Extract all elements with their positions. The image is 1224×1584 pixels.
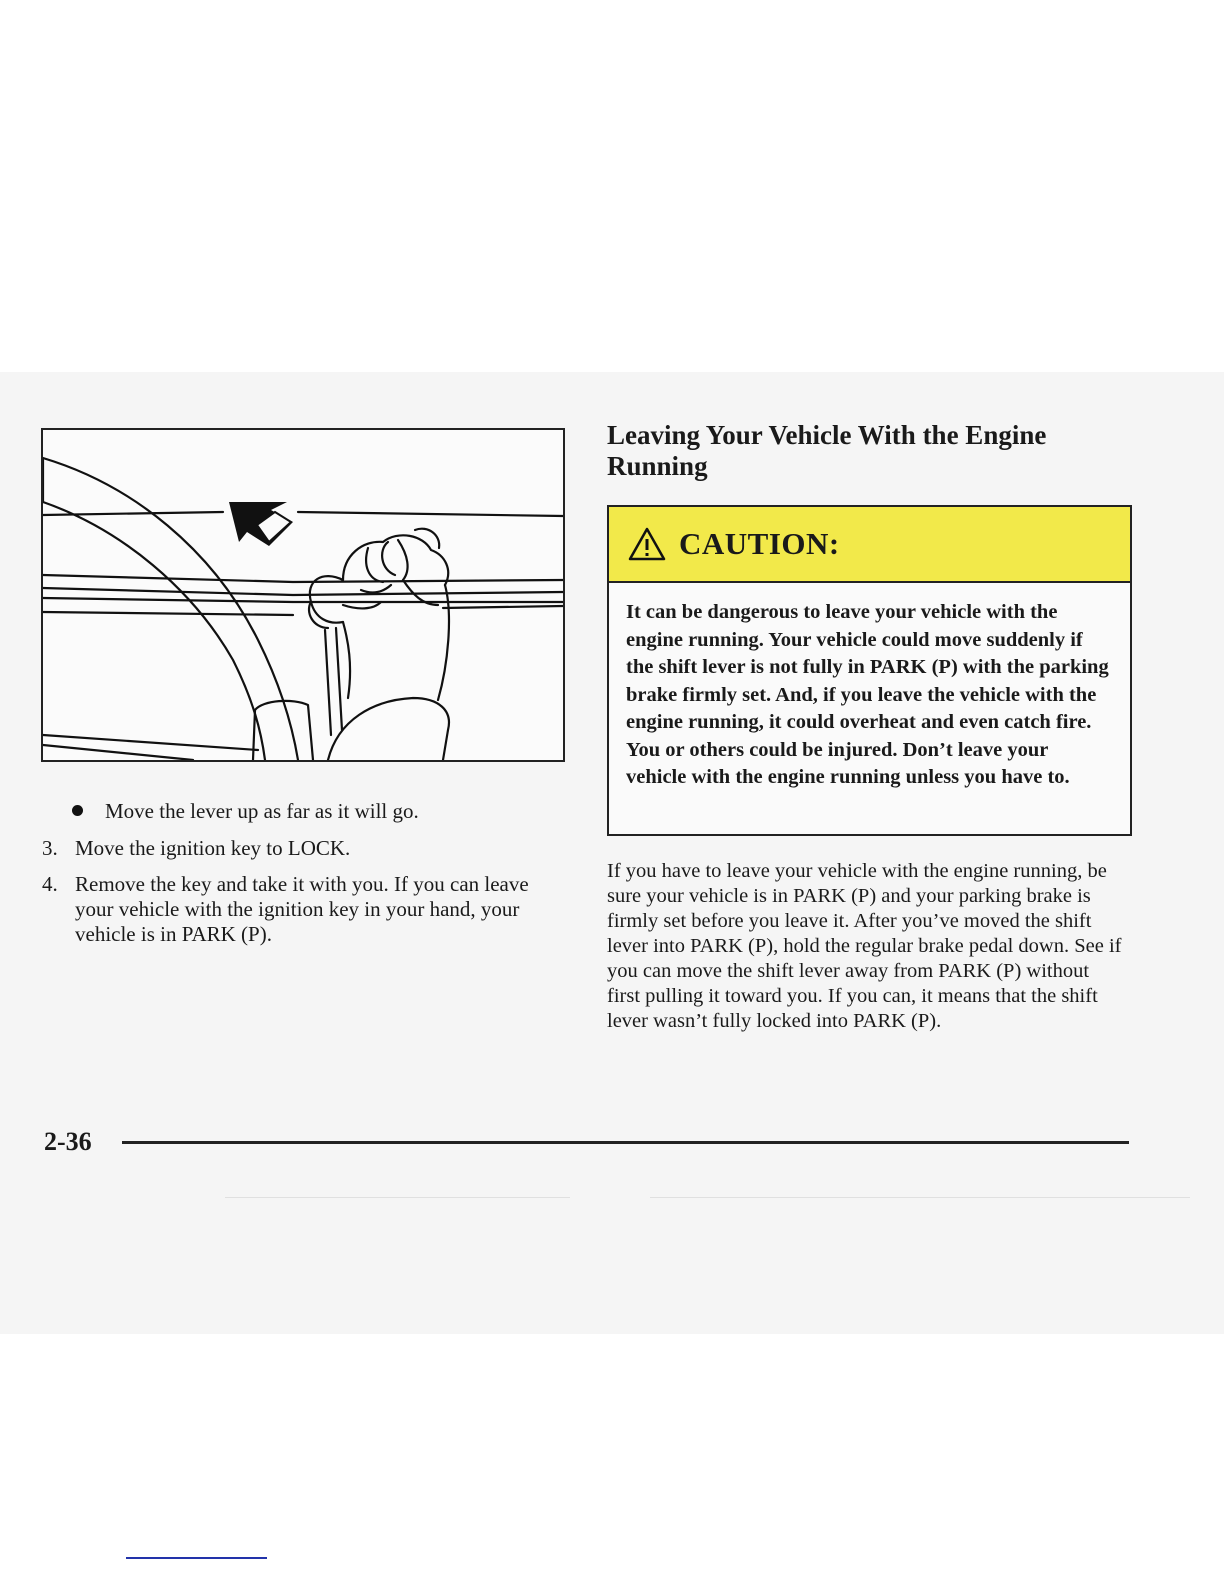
page-number: 2-36	[44, 1127, 92, 1156]
caution-header	[609, 507, 1130, 583]
section-title: Leaving Your Vehicle With the Engine Running	[607, 420, 1047, 481]
step-number: 3.	[42, 836, 58, 860]
scan-artifact-line	[650, 1197, 1190, 1198]
step-number: 4.	[42, 872, 58, 896]
warning-triangle-icon	[627, 526, 667, 562]
body-paragraph: If you have to leave your vehicle with the engine running, be sure your vehicle is in PARK (P) and your parking brake is firmly set before you leave it. After you’ve moved the shift lever into PARK (P), hold the regular brake pedal down. See if you can move the shift lever away from PARK (P) without first pulling it toward you. If you can, it means that the shift lever wasn’t fully locked into PARK (P).	[607, 860, 1122, 1032]
step-item-4	[42, 872, 532, 947]
caution-label: CAUTION:	[679, 526, 840, 561]
caution-text: It can be dangerous to leave your vehicle with the engine running. Your vehicle could move suddenly if the shift lever is not fully in PARK (P) with the parking brake firmly set. And, if you leave the vehicle with the engine running, it could overheat and even catch fire. You or others could be injured. Don’t leave your vehicle with the engine running unless you have to.	[626, 601, 1109, 788]
bullet-dot-icon	[72, 805, 83, 816]
step-text: Move the ignition key to LOCK.	[75, 836, 351, 860]
footer-rule	[122, 1141, 1129, 1144]
caution-box	[607, 505, 1132, 836]
step-item-3	[42, 836, 532, 861]
shift-lever-hand-illustration	[43, 430, 563, 760]
shift-lever-illustration	[41, 428, 565, 762]
scan-artifact-line	[225, 1197, 570, 1198]
bullet-text: Move the lever up as far as it will go.	[105, 799, 419, 823]
up-arrow-icon	[229, 502, 293, 546]
bottom-link-underline	[126, 1557, 267, 1559]
bullet-item	[72, 798, 419, 824]
step-text: Remove the key and take it with you. If you can leave your vehicle with the ignition key in your hand, your vehicle is in PARK (P).	[75, 872, 529, 946]
